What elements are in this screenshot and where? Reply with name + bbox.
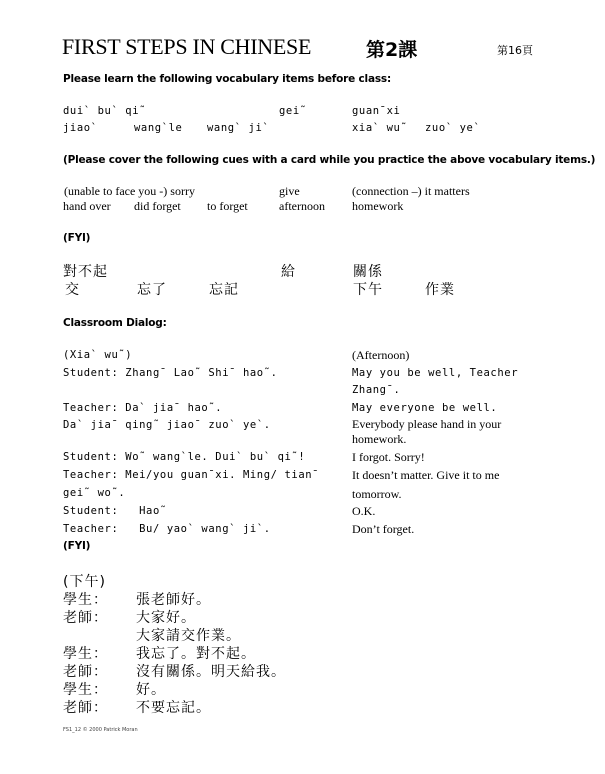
hanzi-speaker: 學生：	[63, 646, 108, 662]
dialog-right-line: It doesn’t matter. Give it to me	[352, 468, 500, 482]
dialog-left-line: Student: Hao˜	[63, 505, 167, 517]
hanzi-speaker: 學生：	[63, 592, 108, 608]
hanzi-line: 張老師好。	[136, 592, 211, 608]
dialog-time-hanzi: (下午)	[63, 574, 106, 590]
vocab-hanzi-8: 作業	[425, 282, 455, 298]
cue-5: did forget	[134, 199, 181, 213]
dialog-right-line: O.K.	[352, 504, 376, 518]
dialog-left-line: Teacher: Da` jia¯ hao˜.	[63, 402, 223, 414]
dialog-right-line: Zhang¯.	[352, 384, 401, 396]
vocab-hanzi-4: 交	[65, 282, 80, 298]
dialog-left-line: Teacher: Bu/ yao` wang` ji`.	[63, 523, 271, 535]
vocab-pinyin-2: gei˜	[279, 105, 307, 117]
dialog-right-line: Everybody please hand in your	[352, 417, 502, 431]
cue-1: (unable to face you -) sorry	[64, 184, 195, 198]
dialog-right-line: May everyone be well.	[352, 402, 498, 414]
dialog-right-line: tomorrow.	[352, 487, 402, 501]
vocab-pinyin-3: guan¯xi	[352, 105, 401, 117]
hanzi-line: 大家好。	[136, 610, 196, 626]
cues-heading: (Please cover the following cues with a card while you practice the above vocabulary items.)	[63, 154, 596, 166]
dialog-left-line: Da` jia¯ qing˜ jiao¯ zuo` ye`.	[63, 419, 271, 431]
cue-2: give	[279, 184, 300, 198]
page-number: 第16頁	[497, 44, 533, 57]
fyi-label: (FYI)	[63, 232, 91, 244]
cue-7: afternoon	[279, 199, 325, 213]
dialog-heading: Classroom Dialog:	[63, 317, 167, 329]
vocab-hanzi-1: 對不起	[63, 264, 108, 280]
vocab-hanzi-7: 下午	[353, 282, 383, 298]
dialog-left-line: gei˜ wo˜.	[63, 487, 126, 499]
hanzi-line: 不要忘記。	[136, 700, 211, 716]
dialog-left-line: (Xia` wu˜)	[63, 349, 133, 361]
dialog-right-line: (Afternoon)	[352, 348, 410, 362]
vocab-pinyin-7: xia` wu˜	[352, 122, 408, 134]
vocab-pinyin-6: wang` ji`	[207, 122, 270, 134]
cue-4: hand over	[63, 199, 111, 213]
dialog-right-line: homework.	[352, 432, 407, 446]
document-title: FIRST STEPS IN CHINESE	[62, 34, 312, 59]
cue-3: (connection –) it matters	[352, 184, 470, 198]
vocabulary-heading: Please learn the following vocabulary items before class:	[63, 73, 391, 85]
cue-8: homework	[352, 199, 404, 213]
vocab-pinyin-5: wang`le	[134, 122, 183, 134]
vocab-hanzi-2: 給	[281, 264, 296, 280]
dialog-right-line: Don’t forget.	[352, 522, 415, 536]
lesson-number: 第2課	[366, 39, 418, 61]
dialog-left-line: Teacher: Mei/you guan¯xi. Ming/ tian¯	[63, 469, 320, 481]
hanzi-line: 大家請交作業。	[136, 628, 241, 644]
hanzi-speaker: 老師：	[63, 700, 108, 716]
vocab-pinyin-8: zuo` ye`	[425, 122, 481, 134]
dialog-right-line: May you be well, Teacher	[352, 367, 519, 379]
hanzi-speaker: 老師：	[63, 610, 108, 626]
dialog-right-line: I forgot. Sorry!	[352, 450, 425, 464]
fyi-label: (FYI)	[63, 540, 91, 552]
hanzi-line: 好。	[136, 682, 166, 698]
vocab-hanzi-5: 忘了	[137, 282, 167, 298]
hanzi-line: 我忘了。對不起。	[136, 646, 256, 662]
copyright-footer: FS1_12 © 2000 Patrick Moran	[63, 727, 138, 733]
vocab-hanzi-3: 關係	[353, 264, 383, 280]
cue-6: to forget	[207, 199, 248, 213]
hanzi-speaker: 老師：	[63, 664, 108, 680]
dialog-left-line: Student: Zhang¯ Lao˜ Shi¯ hao˜.	[63, 367, 278, 379]
vocab-pinyin-4: jiao`	[63, 122, 98, 134]
hanzi-speaker: 學生：	[63, 682, 108, 698]
vocab-pinyin-1: dui` bu` qi˜	[63, 105, 147, 117]
hanzi-line: 沒有關係。明天給我。	[136, 664, 286, 680]
dialog-left-line: Student: Wo˜ wang`le. Dui` bu` qi˜!	[63, 451, 306, 463]
vocab-hanzi-6: 忘記	[209, 282, 239, 298]
